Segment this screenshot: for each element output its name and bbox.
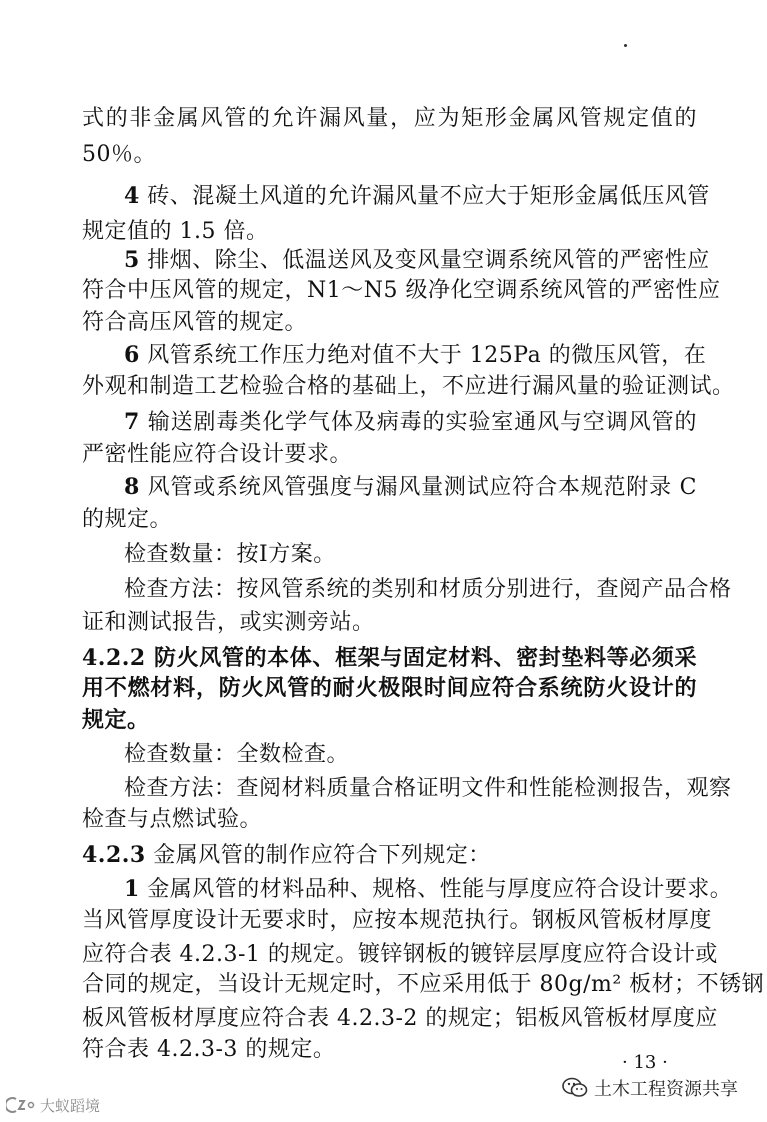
clause-number: 5 — [124, 247, 140, 273]
text-line — [124, 340, 707, 371]
text-line — [82, 104, 697, 134]
text-segment: 外观和制造工艺检验合格的基础上，不应进行漏风量的验证测试。 — [82, 374, 735, 399]
text-segment: 应符合表 4.2.3-1 的规定。镀锌钢板的镀锌层厚度应符合设计或 — [82, 942, 718, 967]
text-line — [82, 308, 697, 338]
text-segment: 检查与点燃试验。 — [82, 807, 263, 832]
text-segment: 排烟、除尘、低温送风及变风量空调系统风管的严密性应 — [139, 248, 710, 273]
text-segment: 式的非金属风管的允许漏风量，应为矩形金属风管规定值的 — [82, 106, 697, 131]
text-segment: 证和测试报告，或实测旁站。 — [82, 610, 375, 635]
text-line — [82, 440, 697, 470]
text-line — [82, 840, 697, 871]
text-segment: 当风管厚度设计无要求时，应按本规范执行。钢板风管板材厚度 — [82, 908, 713, 933]
text-segment: 金属风管的材料品种、规格、性能与厚度应符合设计要求。 — [139, 877, 733, 902]
text-segment: 的规定。 — [82, 507, 173, 532]
text-line — [124, 740, 697, 770]
text-line — [82, 608, 697, 638]
text-line — [82, 1004, 718, 1034]
text-line — [124, 472, 697, 503]
text-line — [82, 643, 697, 674]
text-segment: 50％。 — [82, 142, 156, 167]
brand-logo-icon — [6, 1096, 36, 1114]
text-line — [82, 217, 697, 247]
clause-number: 7 — [124, 409, 140, 435]
text-segment: 检查方法：按风管系统的类别和材质分别进行，查阅产品合格 — [124, 577, 732, 602]
text-segment: 符合表 4.2.3-3 的规定。 — [82, 1037, 336, 1062]
text-line — [82, 140, 697, 170]
text-segment: 板风管板材厚度应符合表 4.2.3-2 的规定；铝板风管板材厚度应 — [82, 1006, 718, 1031]
text-segment: 金属风管的制作应符合下列规定： — [145, 843, 491, 868]
clause-number: 4 — [124, 183, 140, 209]
clause-number: 4.2.3 — [82, 842, 146, 868]
text-line — [82, 372, 735, 402]
page-number: · 13 · — [622, 1052, 668, 1073]
text-segment: 防火风管的本体、框架与固定材料、密封垫料等必须采 — [145, 645, 697, 671]
text-segment: 砖、混凝土风道的允许漏风量不应大于矩形金属低压风管 — [139, 184, 710, 209]
text-line — [82, 1035, 697, 1065]
clause-number: 1 — [124, 876, 140, 902]
text-line — [82, 705, 697, 736]
text-line — [124, 181, 710, 212]
clause-number: 4.2.2 — [82, 645, 146, 671]
text-line — [124, 575, 732, 605]
text-line — [82, 940, 718, 970]
text-line — [82, 805, 697, 835]
clause-number: 8 — [124, 474, 140, 500]
text-line — [82, 970, 765, 1000]
text-line — [82, 276, 721, 306]
text-line — [124, 407, 697, 438]
text-segment: 风管系统工作压力绝对值不大于 125Pa 的微压风管，在 — [139, 343, 707, 368]
watermark-left-text: 大蚁蹈境 — [40, 1096, 101, 1115]
text-segment: 严密性能应符合设计要求。 — [82, 442, 353, 467]
scan-speck — [624, 44, 627, 47]
text-segment: 检查数量：按Ⅰ方案。 — [124, 542, 336, 567]
watermark-left — [6, 1094, 100, 1116]
text-line — [82, 906, 713, 936]
text-segment: 规定。 — [82, 707, 150, 733]
text-segment: 检查方法：查阅材料质量合格证明文件和性能检测报告，观察 — [124, 776, 732, 801]
text-line — [124, 874, 733, 905]
text-segment: 输送剧毒类化学气体及病毒的实验室通风与空调风管的 — [139, 410, 697, 435]
wechat-icon — [562, 1077, 588, 1099]
text-line — [82, 505, 697, 535]
clause-number: 6 — [124, 342, 140, 368]
text-segment: 用不燃材料，防火风管的耐火极限时间应符合系统防火设计的 — [82, 675, 697, 701]
text-line — [124, 774, 732, 804]
text-line — [124, 245, 710, 276]
text-line — [82, 673, 697, 704]
text-segment: 合同的规定，当设计无规定时，不应采用低于 80g/m² 板材；不锈钢 — [82, 972, 765, 997]
text-segment: 风管或系统风管强度与漏风量测试应符合本规范附录 C — [139, 475, 697, 500]
watermark-right — [562, 1075, 738, 1101]
text-segment: 符合高压风管的规定。 — [82, 310, 308, 335]
text-segment: 检查数量：全数检查。 — [124, 742, 350, 767]
text-line — [124, 540, 697, 570]
text-segment: 符合中压风管的规定，N1～N5 级净化空调系统风管的严密性应 — [82, 278, 721, 303]
text-segment: 规定值的 1.5 倍。 — [82, 219, 269, 244]
watermark-right-text: 土木工程资源共享 — [594, 1079, 738, 1100]
